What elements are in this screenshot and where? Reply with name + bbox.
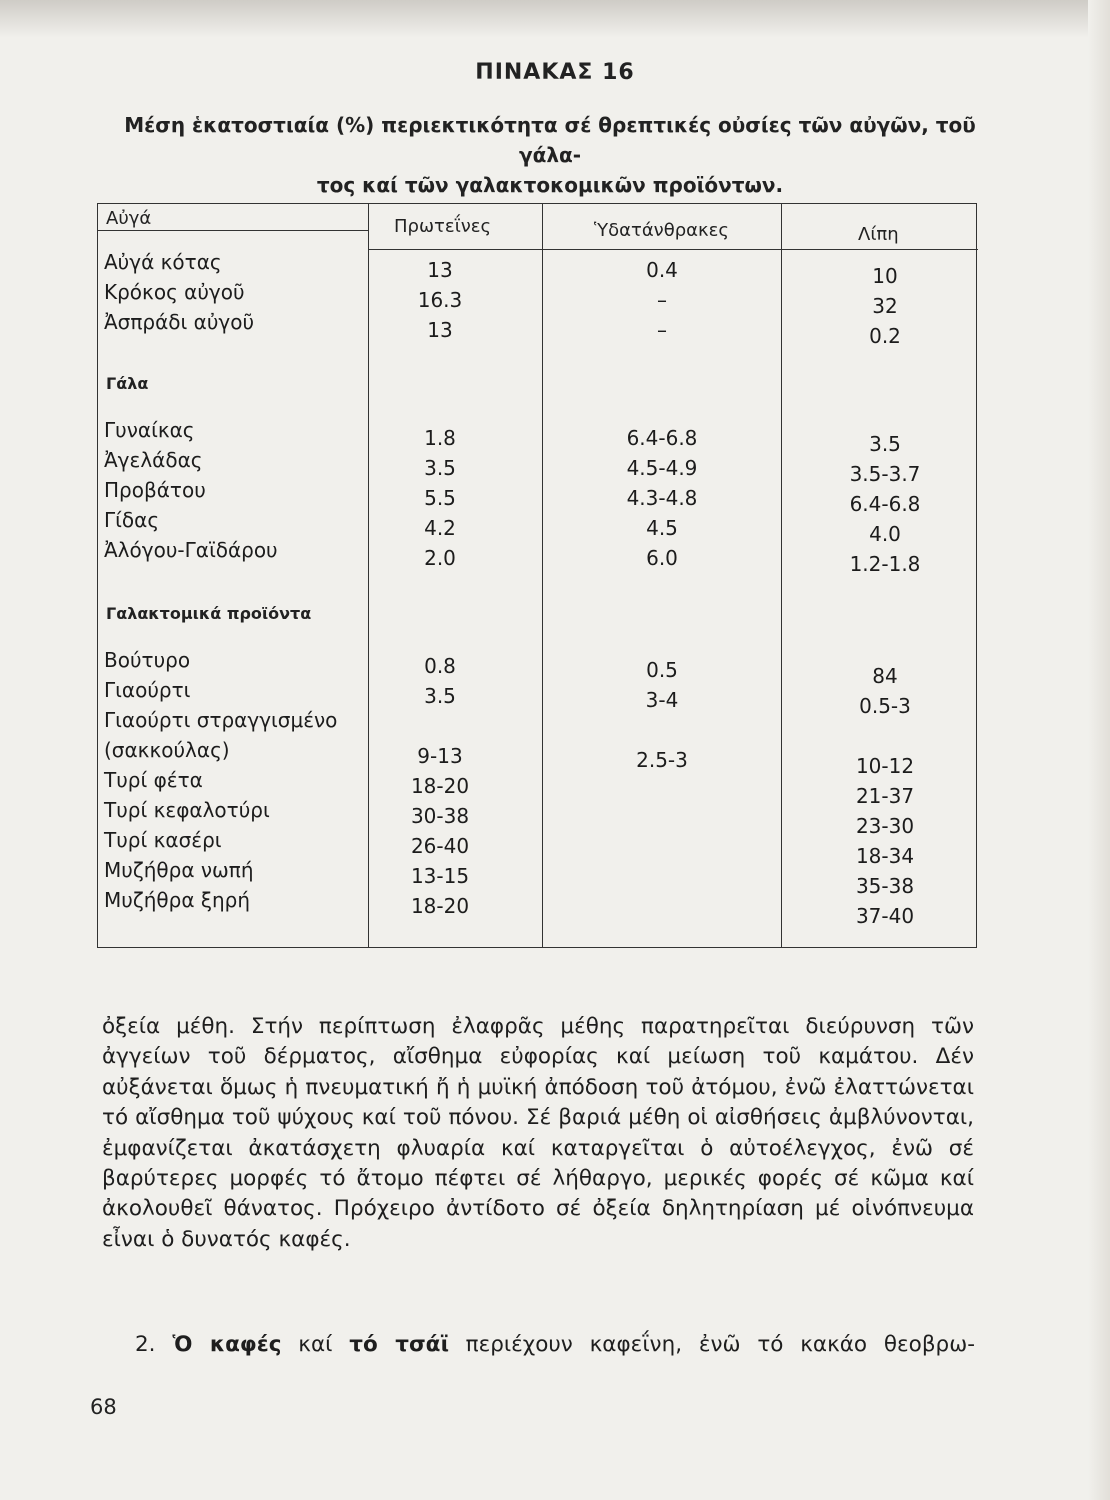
table-row — [98, 478, 978, 516]
table-caption — [100, 110, 1000, 200]
table-row — [98, 828, 978, 868]
cell-carbs: 0.5 — [646, 658, 678, 682]
cell-fat: 23-30 — [855, 814, 915, 838]
cell-name: Ἀλόγου-Γαϊδάρου — [104, 538, 278, 562]
cell-name: (σακκούλας) — [104, 738, 230, 762]
table-row — [98, 508, 978, 546]
section-dairy: Γαλακτομικά προϊόντα — [106, 604, 312, 623]
cell-fat: 32 — [872, 294, 898, 318]
cell-name: Τυρί φέτα — [104, 768, 203, 792]
section-milk: Γάλα — [106, 374, 149, 393]
cell-fat: 10 — [872, 264, 898, 288]
table-row — [98, 538, 978, 576]
cell-protein: 9-13 — [417, 744, 463, 768]
cell-name: Τυρί κεφαλοτύρι — [104, 798, 270, 822]
table-row — [98, 678, 978, 718]
cell-fat: 10-12 — [855, 754, 915, 778]
cell-protein: 30-38 — [410, 804, 470, 828]
cell-carbs: 4.5-4.9 — [626, 456, 698, 480]
cell-carbs: – — [657, 288, 667, 312]
cell-protein: 5.5 — [424, 486, 456, 510]
cell-fat: 18-34 — [855, 844, 915, 868]
cell-fat: 3.5-3.7 — [849, 462, 921, 486]
page-edge-right — [1088, 0, 1110, 1500]
cell-name: Γυναίκας — [104, 418, 195, 442]
cell-carbs: 3-4 — [645, 688, 679, 712]
cell-protein: 1.8 — [424, 426, 456, 450]
table-row — [98, 888, 978, 928]
paragraph-subject-2: τό τσάϊ — [349, 1332, 449, 1357]
cell-carbs: 0.4 — [646, 258, 678, 282]
cell-fat: 84 — [872, 664, 898, 688]
cell-name: Τυρί κασέρι — [104, 828, 222, 852]
body-paragraph-text: ὀξεία μέθη. Στήν περίπτωση ἐλαφρᾶς μέθης παρατηρεῖται διεύρυνση τῶν ἀγγείων τοῦ δέρματος, αἴσθημα εὐφορίας καί μείωση τοῦ καμάτου. Δέν αὐξάνεται ὅμως ἡ πνευματική ἤ ἡ μυϊκή ἀπόδοση τοῦ ἀτόμου, ἐνῶ ἐλαττώνεται τό αἴσθημα τοῦ ψύχους καί τοῦ πόνου. Σέ βαριά μέθη οἱ αἰσθήσεις ἀμβλύνονται, ἐμφανίζεται ἀκατάσχετη φλυαρία καί καταργεῖται ὁ αὐτοέλεγχος, ἐνῶ σέ βαρύτερες μορφές τό ἄτομο πέφτει σέ λήθαργο, μερικές φορές σέ κῶμα καί ἀκολουθεῖ θάνατος. Πρόχειρο ἀντίδοτο σέ ὀξεία δηλητηρίαση μέ οἰνόπνευμα εἶναι ὁ δυνατός καφές. — [102, 1014, 974, 1252]
table-row — [98, 768, 978, 808]
cell-protein: 13 — [427, 258, 453, 282]
cell-name: Γίδας — [104, 508, 160, 532]
cell-carbs: – — [657, 318, 667, 342]
body-paragraph — [102, 1012, 974, 1255]
table-row — [98, 858, 978, 898]
cell-protein: 13 — [427, 318, 453, 342]
cell-protein: 18-20 — [410, 894, 470, 918]
cell-name: Ἀσπράδι αὐγοῦ — [104, 310, 255, 334]
table-row — [98, 448, 978, 486]
cell-protein: 18-20 — [410, 774, 470, 798]
cell-fat: 21-37 — [855, 784, 915, 808]
nutrient-table — [97, 203, 977, 948]
cell-name: Μυζήθρα ξηρή — [104, 888, 251, 912]
cell-protein: 13-15 — [410, 864, 470, 888]
cell-fat: 4.0 — [869, 522, 901, 546]
header-category: Αὐγά — [106, 208, 152, 229]
cell-fat: 1.2-1.8 — [849, 552, 921, 576]
caption-line-1: Μέση ἑκατοστιαία (%) περιεκτικότητα σέ θρεπτικές οὐσίες τῶν αὐγῶν, τοῦ γάλα- — [124, 113, 976, 167]
cell-protein: 4.2 — [424, 516, 456, 540]
table-row — [98, 310, 978, 348]
header-carbs: Ὑδατάνθρακες — [594, 220, 729, 241]
table-row — [98, 280, 978, 318]
cell-carbs: 6.4-6.8 — [626, 426, 698, 450]
page-edge-shadow — [0, 0, 1110, 38]
cell-protein: 26-40 — [410, 834, 470, 858]
paragraph-conj: καί — [298, 1332, 333, 1357]
header-rule — [98, 230, 368, 231]
table-row — [98, 798, 978, 838]
cell-protein: 3.5 — [424, 456, 456, 480]
table-row — [98, 250, 978, 288]
page-number: 68 — [90, 1395, 117, 1419]
cell-fat: 0.2 — [869, 324, 901, 348]
cell-protein: 0.8 — [424, 654, 456, 678]
cell-fat: 35-38 — [855, 874, 915, 898]
cell-fat: 3.5 — [869, 432, 901, 456]
cell-name: Κρόκος αὐγοῦ — [104, 280, 245, 304]
cell-name: Γιαούρτι — [104, 678, 191, 702]
cell-fat: 6.4-6.8 — [849, 492, 921, 516]
paragraph-subject: Ὁ καφές — [172, 1332, 282, 1357]
cell-name: Μυζήθρα νωπή — [104, 858, 254, 882]
cell-name: Αὐγά κότας — [104, 250, 222, 274]
table-row — [98, 738, 978, 778]
paragraph-number: 2. — [135, 1332, 156, 1357]
paragraph-2 — [135, 1330, 975, 1360]
cell-carbs: 4.5 — [646, 516, 678, 540]
table-row — [98, 648, 978, 688]
paragraph-rest: περιέχουν καφεΐνη, ἐνῶ τό κακάο θεοβρω- — [465, 1332, 975, 1357]
cell-name: Γιαούρτι στραγγισμένο — [104, 708, 338, 732]
header-fat: Λίπη — [858, 224, 899, 245]
cell-protein: 3.5 — [424, 684, 456, 708]
cell-carbs: 2.5-3 — [636, 748, 688, 772]
cell-name: Βούτυρο — [104, 648, 191, 672]
cell-carbs: 4.3-4.8 — [626, 486, 698, 510]
cell-protein: 16.3 — [417, 288, 463, 312]
header-protein: Πρωτεΐνες — [394, 216, 492, 237]
cell-name: Ἀγελάδας — [104, 448, 203, 472]
cell-name: Προβάτου — [104, 478, 206, 502]
table-title: ΠΙΝΑΚΑΣ 16 — [475, 60, 635, 85]
table-row — [98, 418, 978, 456]
cell-fat: 0.5-3 — [859, 694, 911, 718]
cell-protein: 2.0 — [424, 546, 456, 570]
table-row — [98, 708, 978, 738]
cell-fat: 37-40 — [855, 904, 915, 928]
cell-carbs: 6.0 — [646, 546, 678, 570]
caption-line-2: τος καί τῶν γαλακτοκομικῶν προϊόντων. — [316, 173, 784, 197]
